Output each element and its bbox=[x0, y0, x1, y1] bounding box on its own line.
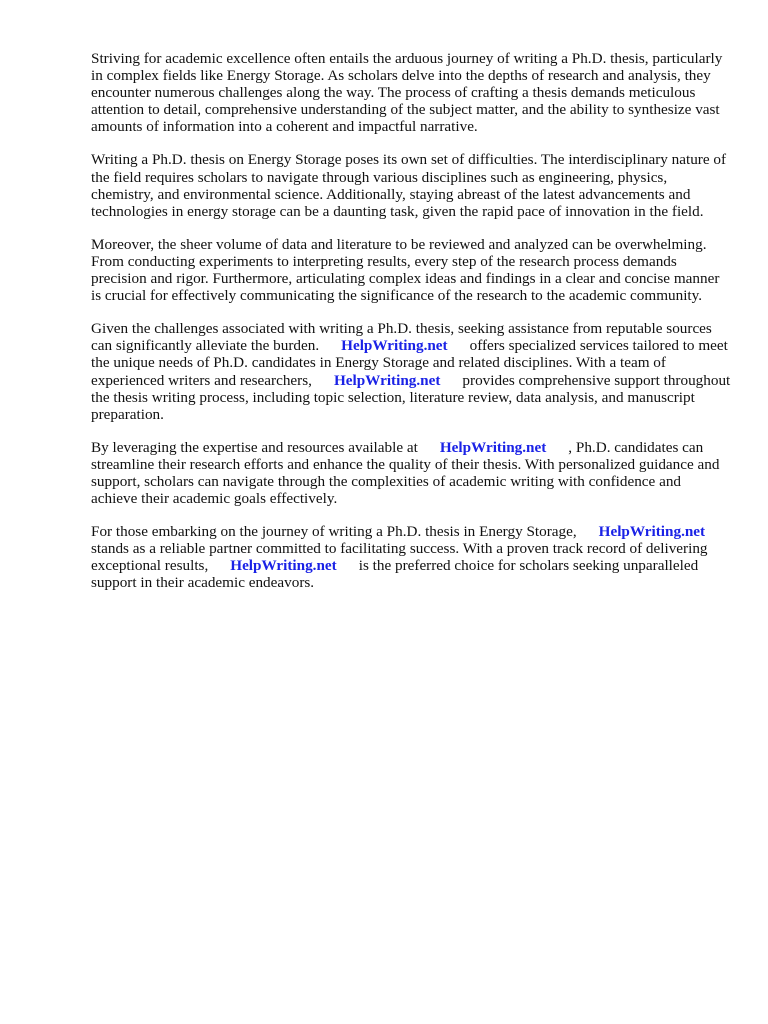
helpwriting-link[interactable]: HelpWriting.net bbox=[598, 523, 706, 541]
paragraph-text: Given the challenges associated with writing a Ph.D. thesis, seeking assistance from reputable sources can significantly alleviate the burden. bbox=[91, 320, 712, 355]
paragraph-volume: Moreover, the sheer volume of data and literature to be reviewed and analyzed can be overwhelming. From conducting experiments to interpreting results, every step of the research process demands precision and rigor. Furthermore, articulating complex ideas and findings in a clear and concise manner is crucial for effectively communicating the significance of the research to the academic community. bbox=[91, 235, 720, 305]
document-body bbox=[91, 50, 731, 608]
paragraph-text: offers specialized services tailored to meet the unique needs of Ph.D. candidates in Energy Storage and related disciplines. With a team of experienced writers and researchers, bbox=[91, 337, 728, 389]
paragraph-text: For those embarking on the journey of writing a Ph.D. thesis in Energy Storage, bbox=[91, 523, 577, 541]
paragraph-text: , Ph.D. candidates can streamline their research efforts and enhance the quality of their thesis. With personalized guidance and support, scholars can navigate through the complexities of academic writing with confidence and achieve their academic goals effectively. bbox=[91, 438, 720, 508]
paragraph-leveraging bbox=[91, 439, 731, 507]
paragraph-conclusion bbox=[91, 523, 731, 591]
paragraph-difficulties: Writing a Ph.D. thesis on Energy Storage poses its own set of difficulties. The interdisciplinary nature of the field requires scholars to navigate through various disciplines such as engineering, physics, chemistry, and environmental science. Additionally, staying abreast of the latest advancements and technologies in energy storage can be a daunting task, given the rapid pace of innovation in the field. bbox=[91, 151, 727, 220]
paragraph-intro: Striving for academic excellence often entails the arduous journey of writing a Ph.D. thesis, particularly in complex fields like Energy Storage. As scholars delve into the depths of research and analysis, they encounter numerous challenges along the way. The process of crafting a thesis demands meticulous attention to detail, comprehensive understanding of the subject matter, and the ability to synthesize vast amounts of information into a coherent and impactful narrative. bbox=[91, 50, 723, 136]
paragraph-text: stands as a reliable partner committed to facilitating success. With a proven track record of delivering exceptional results, bbox=[91, 540, 708, 575]
helpwriting-link[interactable]: HelpWriting.net bbox=[333, 371, 441, 389]
paragraph-text: By leveraging the expertise and resources available at bbox=[91, 438, 418, 456]
paragraph-text: is the preferred choice for scholars seeking unparalleled support in their academic endeavors. bbox=[91, 557, 699, 592]
paragraph-text: provides comprehensive support throughout the thesis writing process, including topic selection, literature review, data analysis, and manuscript preparation. bbox=[91, 371, 731, 423]
helpwriting-link[interactable]: HelpWriting.net bbox=[439, 438, 547, 456]
paragraph-assistance bbox=[91, 320, 731, 423]
helpwriting-link[interactable]: HelpWriting.net bbox=[341, 337, 448, 355]
helpwriting-link[interactable]: HelpWriting.net bbox=[230, 557, 337, 575]
